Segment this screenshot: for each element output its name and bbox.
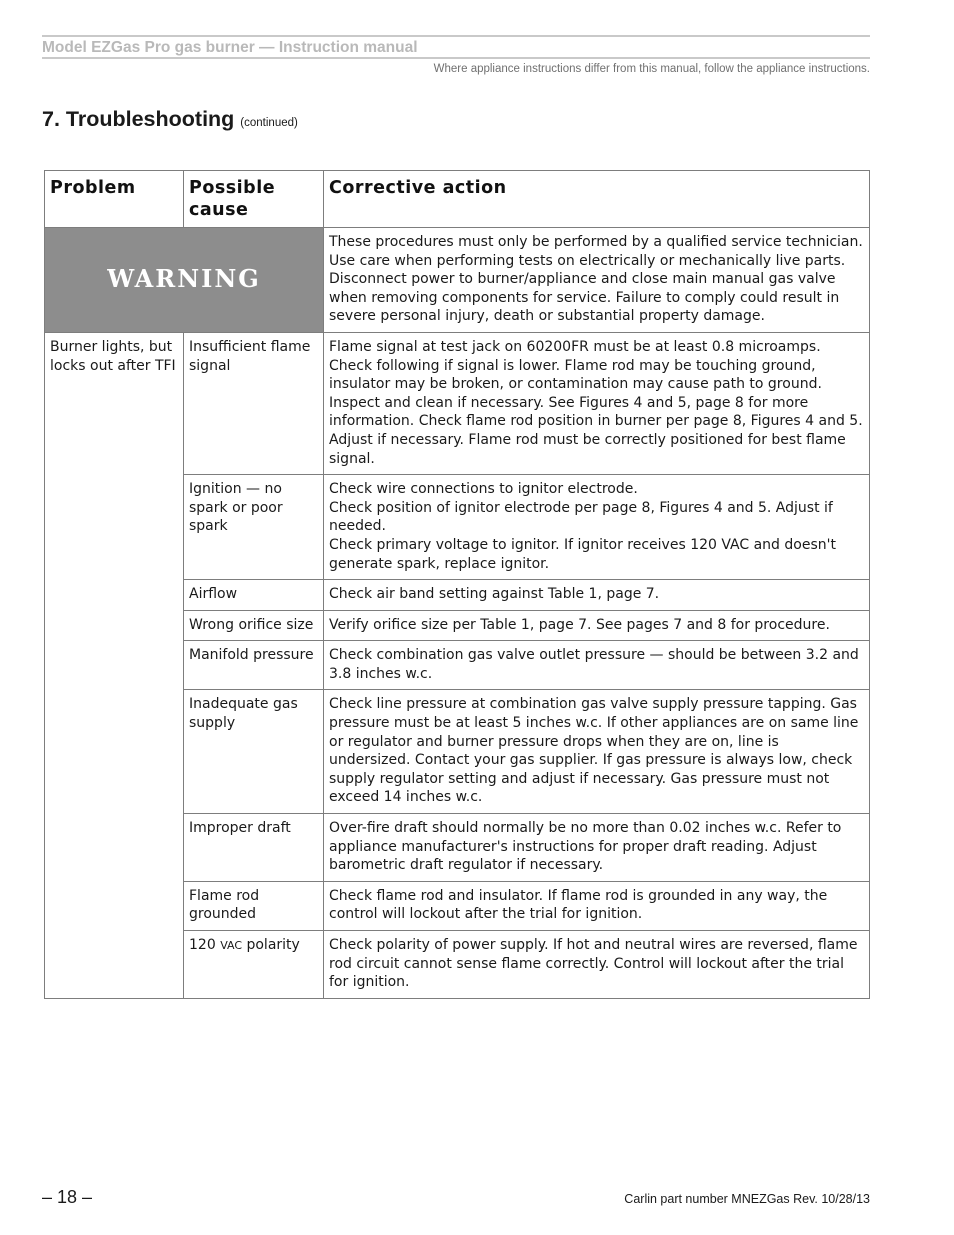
cause-cell: Manifold pressure [184, 641, 324, 690]
part-number: Carlin part number MNEZGas Rev. 10/28/13 [624, 1192, 870, 1206]
header-rule-top [42, 35, 870, 37]
cause-unit: VAC [220, 939, 243, 952]
action-cell: Verify orifice size per Table 1, page 7. See pages 7 and 8 for procedure. [324, 610, 870, 641]
header-possible-cause: Possible cause [184, 171, 324, 228]
section-subtitle: (continued) [240, 117, 298, 129]
cause-cell: Flame rod grounded [184, 881, 324, 930]
warning-row [45, 228, 870, 333]
action-cell: Check combination gas valve outlet pressure — should be between 3.2 and 3.8 inches w.c. [324, 641, 870, 690]
cause-cell: Insufficient flame signal [184, 332, 324, 474]
action-cell: Flame signal at test jack on 60200FR must be at least 0.8 microamps. Check following if signal is lower. Flame rod may be touching ground, insulator may be broken, or contamination may cause path to ground. Inspect and clean if necessary. See Figures 4 and 5, page 8 for more information. Check flame rod position in burner per page 8, Figures 4 and 5. Adjust if necessary. Flame rod must be correctly positioned for best flame signal. [324, 332, 870, 474]
action-cell: Check line pressure at combination gas valve supply pressure tapping. Gas pressure must be at least 5 inches w.c. If other appliances are on same line or regulator and burner pressure drops when they are on, line is undersized. Contact your gas supplier. If gas pressure is always low, check supply regulator setting and adjust if necessary. Gas pressure must not exceed 14 inches w.c. [324, 690, 870, 814]
action-cell: Check air band setting against Table 1, page 7. [324, 580, 870, 611]
cause-cell [184, 931, 324, 999]
cause-suffix: polarity [246, 937, 300, 953]
action-line: Check position of ignitor electrode per page 8, Figures 4 and 5. Adjust if needed. [329, 499, 833, 535]
problem-cell: Burner lights, but locks out after TFI [45, 332, 184, 998]
cause-prefix: 120 [189, 937, 216, 953]
action-cell: Over-fire draft should normally be no more than 0.02 inches w.c. Refer to appliance manufacturer's instructions for proper draft reading. Adjust barometric draft regulator if necessary. [324, 814, 870, 882]
header-rule-bottom [42, 57, 870, 59]
warning-label: WARNING [45, 228, 324, 333]
cause-cell: Wrong orifice size [184, 610, 324, 641]
section-title: 7. Troubleshooting [42, 107, 235, 131]
action-cell: Check polarity of power supply. If hot and neutral wires are reversed, flame rod circuit cannot sense flame correctly. Control will lockout after the trial for ignition. [324, 931, 870, 999]
header-problem: Problem [45, 171, 184, 228]
action-line: Check primary voltage to ignitor. If ignitor receives 120 VAC and doesn't generate spark, replace ignitor. [329, 536, 836, 572]
section-heading [42, 107, 298, 132]
action-line: Check wire connections to ignitor electrode. [329, 481, 638, 498]
cause-cell: Airflow [184, 580, 324, 611]
table-row [45, 332, 870, 474]
cause-cell: Inadequate gas supply [184, 690, 324, 814]
header-title: Model EZGas Pro gas burner — Instruction manual [42, 39, 418, 56]
troubleshooting-table [44, 170, 870, 999]
action-cell: Check flame rod and insulator. If flame rod is grounded in any way, the control will lockout after the trial for ignition. [324, 881, 870, 930]
header-note: Where appliance instructions differ from this manual, follow the appliance instructions. [433, 63, 870, 75]
cause-cell: Ignition — no spark or poor spark [184, 475, 324, 580]
warning-text: These procedures must only be performed by a qualified service technician. Use care when performing tests on electrically or mechanically live parts. Disconnect power to burner/appliance and close main manual gas valve when removing components for service. Failure to comply could result in severe personal injury, death or substantial property damage. [324, 228, 870, 333]
page-number: – 18 – [42, 1187, 93, 1207]
table-header-row [45, 171, 870, 228]
action-cell [324, 475, 870, 580]
header-corrective-action: Corrective action [324, 171, 870, 228]
cause-cell: Improper draft [184, 814, 324, 882]
